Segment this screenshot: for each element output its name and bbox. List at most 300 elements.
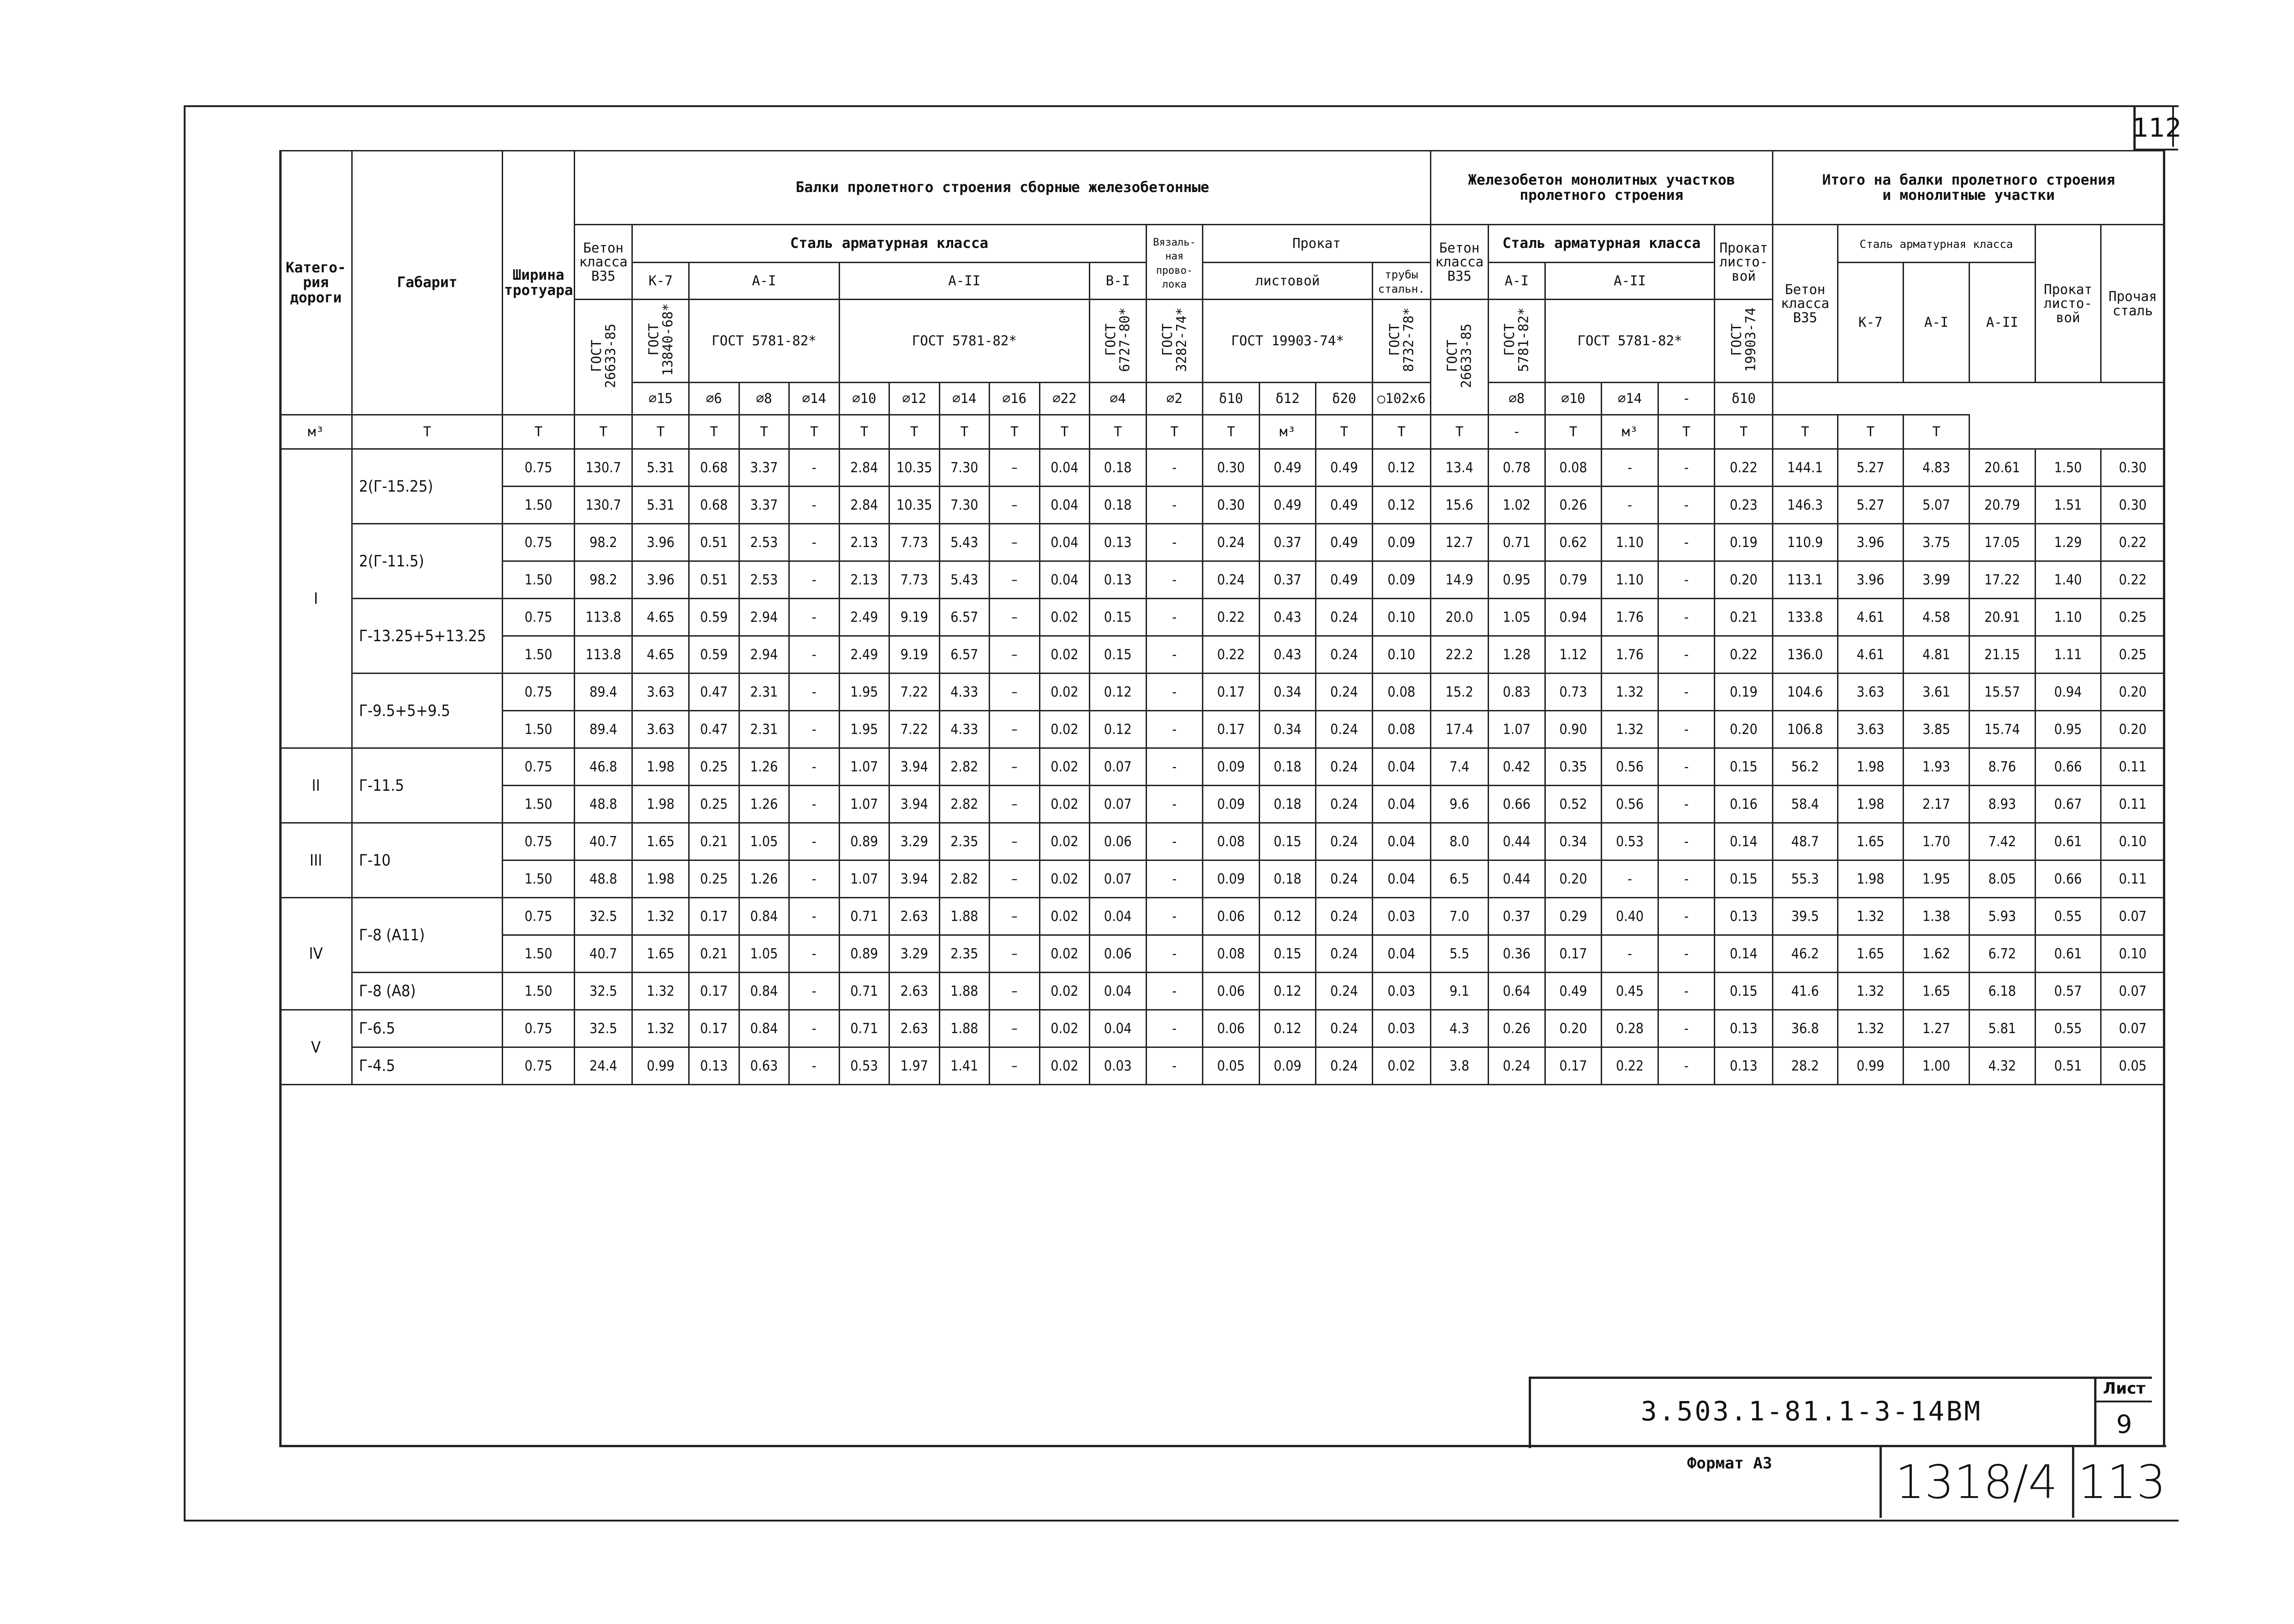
value-cell: 0.24: [1316, 823, 1373, 860]
value-cell: 0.22: [2101, 524, 2165, 561]
value-cell: 55.3: [1772, 860, 1838, 898]
value-cell: 0.30: [2101, 487, 2165, 524]
value-cell: -: [1146, 1010, 1203, 1047]
value-cell: 8.0: [1430, 823, 1489, 860]
value-cell: 0.13: [1715, 898, 1773, 935]
value-cell: 0.12: [1090, 674, 1147, 711]
value-cell: –: [990, 823, 1040, 860]
value-cell: 0.49: [1259, 449, 1316, 487]
value-cell: 0.10: [1372, 599, 1430, 636]
header-monolith-gost-5781: ГОСТ 5781-82*: [1489, 300, 1545, 383]
value-cell: 0.99: [1838, 1047, 1904, 1085]
value-cell: 4.3: [1430, 1010, 1489, 1047]
value-cell: 0.12: [1372, 487, 1430, 524]
value-cell: 2.82: [939, 786, 990, 823]
table-body: [280, 449, 2165, 1086]
value-cell: -: [1658, 674, 1715, 711]
value-cell: –: [990, 1010, 1040, 1047]
value-cell: 15.2: [1430, 674, 1489, 711]
value-cell: 1.02: [1489, 487, 1545, 524]
value-cell: 3.63: [1838, 711, 1904, 748]
unit-cell: Т: [789, 415, 840, 449]
value-cell: 15.6: [1430, 487, 1489, 524]
value-cell: 3.29: [889, 823, 940, 860]
value-cell: 24.4: [574, 1047, 632, 1085]
value-cell: 0.04: [1039, 449, 1090, 487]
value-cell: 7.22: [889, 674, 940, 711]
value-cell: 10.35: [889, 487, 940, 524]
value-cell: 1.07: [839, 860, 889, 898]
value-cell: 0.24: [1316, 636, 1373, 674]
unit-cell: Т: [1715, 415, 1773, 449]
table-row: [280, 748, 2165, 786]
value-cell: 1.32: [1602, 711, 1658, 748]
value-cell: 1.76: [1602, 636, 1658, 674]
header-monolith-gost-19903: ГОСТ 19903-74: [1715, 300, 1773, 383]
value-cell: 0.30: [1203, 449, 1260, 487]
header-total-a2: А-II: [1969, 263, 2035, 383]
unit-cell: Т: [1090, 415, 1147, 449]
header-v1: В-I: [1090, 263, 1147, 300]
value-cell: 7.4: [1430, 748, 1489, 786]
value-cell: 0.22: [1203, 636, 1260, 674]
value-cell: 0.59: [689, 636, 739, 674]
value-cell: 9.6: [1430, 786, 1489, 823]
value-cell: 0.30: [1203, 487, 1260, 524]
value-cell: -: [789, 449, 840, 487]
value-cell: -: [1146, 636, 1203, 674]
unit-cell: Т: [1316, 415, 1373, 449]
value-cell: 0.47: [689, 674, 739, 711]
value-cell: 0.02: [1039, 786, 1090, 823]
gabarit-cell: Г-8 (А11): [352, 898, 503, 973]
value-cell: 0.24: [1489, 1047, 1545, 1085]
road-category-cell: I: [280, 449, 352, 748]
table-row: [280, 561, 2165, 599]
value-cell: -: [1146, 898, 1203, 935]
value-cell: 2.63: [889, 973, 940, 1010]
value-cell: –: [990, 935, 1040, 973]
value-cell: –: [990, 449, 1040, 487]
value-cell: 0.04: [1372, 860, 1430, 898]
value-cell: -: [1146, 748, 1203, 786]
value-cell: 1.95: [839, 674, 889, 711]
value-cell: -: [1658, 860, 1715, 898]
value-cell: 40.7: [574, 823, 632, 860]
unit-cell: м³: [1602, 415, 1658, 449]
diameter-cell: ⌀8: [739, 383, 789, 415]
value-cell: -: [1146, 786, 1203, 823]
value-cell: 0.04: [1039, 487, 1090, 524]
value-cell: 5.93: [1969, 898, 2035, 935]
value-cell: 0.29: [1545, 898, 1602, 935]
value-cell: -: [789, 599, 840, 636]
header-gost-8732: ГОСТ 8732-78*: [1372, 300, 1430, 383]
header-monolith-a1: А-I: [1489, 263, 1545, 300]
value-cell: 14.9: [1430, 561, 1489, 599]
value-cell: 0.51: [2035, 1047, 2101, 1085]
value-cell: 1.76: [1602, 599, 1658, 636]
value-cell: 0.22: [1715, 636, 1773, 674]
sheet-label: Лист: [2096, 1377, 2152, 1402]
value-cell: 1.05: [739, 935, 789, 973]
value-cell: 2.53: [739, 561, 789, 599]
value-cell: –: [990, 674, 1040, 711]
value-cell: 10.35: [889, 449, 940, 487]
value-cell: 0.06: [1203, 973, 1260, 1010]
header-gost-3282: ГОСТ 3282-74*: [1146, 300, 1203, 383]
value-cell: 1.98: [632, 860, 689, 898]
value-cell: 0.09: [1259, 1047, 1316, 1085]
value-cell: 8.93: [1969, 786, 2035, 823]
value-cell: 0.44: [1489, 823, 1545, 860]
value-cell: 46.8: [574, 748, 632, 786]
value-cell: 0.09: [1372, 524, 1430, 561]
value-cell: 20.91: [1969, 599, 2035, 636]
value-cell: 4.83: [1904, 449, 1970, 487]
value-cell: 0.11: [2101, 786, 2165, 823]
value-cell: –: [990, 786, 1040, 823]
header-total-concrete: Бетон класса В35: [1772, 225, 1838, 383]
value-cell: 0.12: [1372, 449, 1430, 487]
value-cell: 0.71: [839, 1010, 889, 1047]
value-cell: 0.07: [1090, 786, 1147, 823]
unit-cell: Т: [1658, 415, 1715, 449]
table-row: [280, 524, 2165, 561]
unit-cell: м³: [280, 415, 352, 449]
table-row: [280, 898, 2165, 935]
page-corner-number: 112: [2133, 107, 2178, 150]
value-cell: 0.90: [1545, 711, 1602, 748]
value-cell: 0.04: [1372, 823, 1430, 860]
value-cell: 0.68: [689, 449, 739, 487]
value-cell: 0.02: [1039, 935, 1090, 973]
unit-cell: Т: [1545, 415, 1602, 449]
value-cell: 0.18: [1259, 860, 1316, 898]
header-gost-19903: ГОСТ 19903-74*: [1203, 300, 1373, 383]
road-category-cell: III: [280, 823, 352, 898]
value-cell: –: [990, 1047, 1040, 1085]
value-cell: 2.82: [939, 860, 990, 898]
value-cell: 1.98: [1838, 860, 1904, 898]
value-cell: 5.31: [632, 449, 689, 487]
value-cell: 106.8: [1772, 711, 1838, 748]
value-cell: 0.04: [1039, 561, 1090, 599]
value-cell: 4.81: [1904, 636, 1970, 674]
value-cell: 0.02: [1039, 1010, 1090, 1047]
value-cell: 1.32: [1602, 674, 1658, 711]
value-cell: 48.7: [1772, 823, 1838, 860]
value-cell: 0.21: [689, 823, 739, 860]
unit-cell: Т: [1039, 415, 1090, 449]
value-cell: 0.02: [1039, 599, 1090, 636]
value-cell: 0.57: [2035, 973, 2101, 1010]
value-cell: 0.43: [1259, 636, 1316, 674]
value-cell: -: [1658, 487, 1715, 524]
value-cell: 5.31: [632, 487, 689, 524]
value-cell: 56.2: [1772, 748, 1838, 786]
value-cell: 1.88: [939, 898, 990, 935]
value-cell: 0.36: [1489, 935, 1545, 973]
value-cell: 7.73: [889, 524, 940, 561]
header-group-total: Итого на балки пролетного строения и монолитные участки: [1772, 151, 2164, 225]
value-cell: 7.0: [1430, 898, 1489, 935]
value-cell: 1.65: [1838, 935, 1904, 973]
value-cell: 130.7: [574, 449, 632, 487]
value-cell: 0.02: [1372, 1047, 1430, 1085]
value-cell: 89.4: [574, 711, 632, 748]
value-cell: 6.18: [1969, 973, 2035, 1010]
value-cell: -: [1146, 524, 1203, 561]
value-cell: 1.98: [1838, 748, 1904, 786]
value-cell: 0.14: [1715, 935, 1773, 973]
value-cell: 144.1: [1772, 449, 1838, 487]
value-cell: 0.51: [689, 524, 739, 561]
diameter-cell: δ10: [1715, 383, 1773, 415]
unit-cell: Т: [503, 415, 575, 449]
diameter-cell: ⌀10: [1545, 383, 1602, 415]
value-cell: 0.55: [2035, 1010, 2101, 1047]
value-cell: -: [1658, 599, 1715, 636]
value-cell: 0.13: [1090, 524, 1147, 561]
value-cell: 0.21: [1715, 599, 1773, 636]
value-cell: 0.20: [1545, 860, 1602, 898]
value-cell: 0.73: [1545, 674, 1602, 711]
value-cell: 0.34: [1259, 674, 1316, 711]
value-cell: 1.95: [1904, 860, 1970, 898]
value-cell: 0.28: [1602, 1010, 1658, 1047]
archive-number: 1318/4: [1895, 1455, 2058, 1509]
value-cell: 4.65: [632, 636, 689, 674]
value-cell: 2.94: [739, 599, 789, 636]
value-cell: -: [789, 935, 840, 973]
unit-cell: Т: [939, 415, 990, 449]
value-cell: -: [1658, 561, 1715, 599]
value-cell: 1.11: [2035, 636, 2101, 674]
value-cell: 2.13: [839, 561, 889, 599]
value-cell: 0.49: [1316, 449, 1373, 487]
value-cell: 0.14: [1715, 823, 1773, 860]
unit-cell: Т: [352, 415, 503, 449]
gabarit-cell: Г-10: [352, 823, 503, 898]
value-cell: 8.76: [1969, 748, 2035, 786]
value-cell: 0.95: [1489, 561, 1545, 599]
value-cell: 0.45: [1602, 973, 1658, 1010]
value-cell: 1.07: [839, 748, 889, 786]
unit-cell: Т: [1838, 415, 1904, 449]
value-cell: 2.82: [939, 748, 990, 786]
value-cell: -: [1602, 449, 1658, 487]
value-cell: 2.94: [739, 636, 789, 674]
value-cell: 5.27: [1838, 449, 1904, 487]
value-cell: 0.09: [1203, 748, 1260, 786]
value-cell: 0.10: [2101, 823, 2165, 860]
header-gost-6727: ГОСТ 6727-80*: [1090, 300, 1147, 383]
sidewalk-width-cell: 1.50: [503, 786, 575, 823]
value-cell: 20.0: [1430, 599, 1489, 636]
value-cell: 58.4: [1772, 786, 1838, 823]
value-cell: 3.96: [632, 524, 689, 561]
unit-cell: Т: [889, 415, 940, 449]
sidewalk-width-cell: 0.75: [503, 1047, 575, 1085]
table-row: [280, 449, 2165, 487]
value-cell: 0.04: [1372, 935, 1430, 973]
value-cell: -: [1146, 449, 1203, 487]
header-monolith-gost-26633: ГОСТ 26633-85: [1430, 300, 1489, 415]
unit-cell: Т: [1430, 415, 1489, 449]
value-cell: 0.24: [1316, 860, 1373, 898]
value-cell: 46.2: [1772, 935, 1838, 973]
value-cell: -: [1146, 674, 1203, 711]
value-cell: 0.15: [1715, 973, 1773, 1010]
sidewalk-width-cell: 0.75: [503, 898, 575, 935]
value-cell: 0.64: [1489, 973, 1545, 1010]
value-cell: 0.10: [2101, 935, 2165, 973]
value-cell: 1.51: [2035, 487, 2101, 524]
value-cell: 5.27: [1838, 487, 1904, 524]
value-cell: 0.16: [1715, 786, 1773, 823]
value-cell: 1.27: [1904, 1010, 1970, 1047]
value-cell: 0.26: [1489, 1010, 1545, 1047]
value-cell: 1.93: [1904, 748, 1970, 786]
value-cell: 7.30: [939, 487, 990, 524]
sidewalk-width-cell: 1.50: [503, 973, 575, 1010]
value-cell: -: [1602, 935, 1658, 973]
material-spec-table: [279, 150, 2165, 1085]
value-cell: 0.42: [1489, 748, 1545, 786]
value-cell: -: [1658, 636, 1715, 674]
value-cell: –: [990, 636, 1040, 674]
value-cell: 0.15: [1715, 748, 1773, 786]
value-cell: 0.11: [2101, 860, 2165, 898]
value-cell: 0.71: [839, 973, 889, 1010]
value-cell: 0.18: [1259, 748, 1316, 786]
value-cell: -: [1146, 561, 1203, 599]
value-cell: 113.8: [574, 599, 632, 636]
value-cell: 0.07: [2101, 898, 2165, 935]
header-pipes: трубы стальн.: [1372, 263, 1430, 300]
value-cell: –: [990, 860, 1040, 898]
value-cell: 0.17: [1203, 711, 1260, 748]
value-cell: 1.98: [1838, 786, 1904, 823]
value-cell: 0.37: [1259, 561, 1316, 599]
value-cell: 3.37: [739, 449, 789, 487]
value-cell: 0.62: [1545, 524, 1602, 561]
value-cell: 1.12: [1545, 636, 1602, 674]
value-cell: 13.4: [1430, 449, 1489, 487]
value-cell: 0.20: [1715, 711, 1773, 748]
value-cell: 0.18: [1090, 487, 1147, 524]
header-group-beams: Балки пролетного строения сборные железобетонные: [574, 151, 1430, 225]
value-cell: 0.22: [1203, 599, 1260, 636]
units-row: [280, 415, 2165, 449]
value-cell: 0.40: [1602, 898, 1658, 935]
value-cell: 1.32: [1838, 898, 1904, 935]
value-cell: -: [789, 674, 840, 711]
value-cell: -: [1658, 935, 1715, 973]
empty-area-row: [280, 1085, 2165, 1086]
value-cell: 136.0: [1772, 636, 1838, 674]
value-cell: 0.03: [1372, 973, 1430, 1010]
value-cell: 3.85: [1904, 711, 1970, 748]
table-row: [280, 636, 2165, 674]
value-cell: 0.21: [689, 935, 739, 973]
value-cell: 1.26: [739, 860, 789, 898]
diameter-cell: ⌀22: [1039, 383, 1090, 415]
diameter-cell: ⌀15: [632, 383, 689, 415]
value-cell: 0.13: [689, 1047, 739, 1085]
value-cell: 0.06: [1090, 823, 1147, 860]
header-gost-5781-a2: ГОСТ 5781-82*: [839, 300, 1090, 383]
value-cell: 1.38: [1904, 898, 1970, 935]
unit-cell: Т: [990, 415, 1040, 449]
value-cell: –: [990, 973, 1040, 1010]
value-cell: 3.8: [1430, 1047, 1489, 1085]
value-cell: 5.07: [1904, 487, 1970, 524]
format-label: Формат А3: [1687, 1454, 1772, 1473]
value-cell: 0.20: [1545, 1010, 1602, 1047]
table-row: [280, 823, 2165, 860]
header-gost-26633: ГОСТ 26633-85: [574, 300, 632, 415]
value-cell: 0.78: [1489, 449, 1545, 487]
value-cell: -: [1146, 711, 1203, 748]
value-cell: -: [789, 487, 840, 524]
value-cell: 0.35: [1545, 748, 1602, 786]
value-cell: 0.30: [2101, 449, 2165, 487]
sidewalk-width-cell: 0.75: [503, 674, 575, 711]
value-cell: 0.12: [1259, 1010, 1316, 1047]
value-cell: 1.88: [939, 973, 990, 1010]
value-cell: 0.06: [1090, 935, 1147, 973]
value-cell: 0.84: [739, 898, 789, 935]
header-k7: К-7: [632, 263, 689, 300]
gabarit-cell: 2(Г-11.5): [352, 524, 503, 599]
value-cell: 0.84: [739, 1010, 789, 1047]
value-cell: 1.26: [739, 786, 789, 823]
value-cell: 0.15: [1715, 860, 1773, 898]
value-cell: 0.71: [839, 898, 889, 935]
value-cell: 0.26: [1545, 487, 1602, 524]
header-tie-wire: Вязаль- ная прово- лока: [1146, 225, 1203, 300]
value-cell: 0.56: [1602, 748, 1658, 786]
header-sidewalk-width: Ширина тротуара: [503, 151, 575, 415]
value-cell: 0.09: [1203, 860, 1260, 898]
value-cell: –: [990, 524, 1040, 561]
value-cell: 6.72: [1969, 935, 2035, 973]
header-gost-13840: ГОСТ 13840-68*: [632, 300, 689, 383]
value-cell: 0.37: [1259, 524, 1316, 561]
value-cell: 20.79: [1969, 487, 2035, 524]
value-cell: 6.57: [939, 636, 990, 674]
sidewalk-width-cell: 0.75: [503, 524, 575, 561]
value-cell: -: [789, 823, 840, 860]
value-cell: 2.31: [739, 711, 789, 748]
value-cell: 2.49: [839, 599, 889, 636]
value-cell: -: [789, 636, 840, 674]
value-cell: 1.32: [1838, 973, 1904, 1010]
value-cell: 3.94: [889, 786, 940, 823]
value-cell: 0.04: [1090, 898, 1147, 935]
value-cell: 3.63: [632, 674, 689, 711]
value-cell: 1.40: [2035, 561, 2101, 599]
sidewalk-width-cell: 0.75: [503, 823, 575, 860]
value-cell: -: [789, 1047, 840, 1085]
value-cell: 1.32: [632, 973, 689, 1010]
sidewalk-width-cell: 1.50: [503, 561, 575, 599]
gabarit-cell: Г-8 (А8): [352, 973, 503, 1010]
value-cell: 0.20: [2101, 674, 2165, 711]
value-cell: 0.47: [689, 711, 739, 748]
